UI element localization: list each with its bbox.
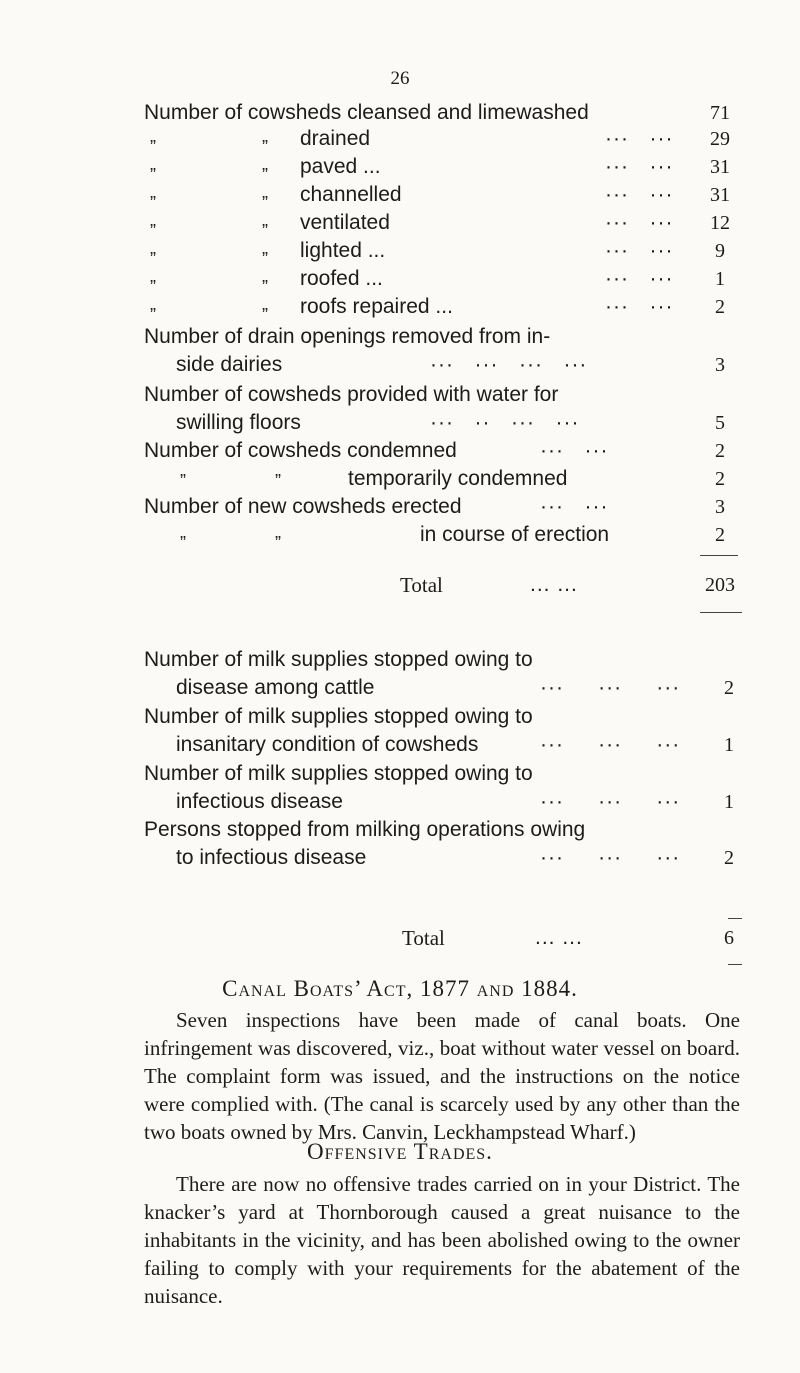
total-rule xyxy=(700,555,738,556)
offensive-trades-heading: Offensive Trades. xyxy=(307,1139,493,1164)
cowsheds-lead-value: 71 xyxy=(710,102,730,124)
subitem-label: paved ... xyxy=(300,155,381,178)
cowsheds-lead-label: Number of cowsheds cleansed and limewashed xyxy=(144,101,589,124)
drain-openings-line2: side dairies xyxy=(176,353,283,376)
subitem-value: 29 xyxy=(710,128,730,150)
ditto-mark: ” xyxy=(150,193,156,213)
milk-item-value: 2 xyxy=(724,677,734,699)
milk-total-dots: ... ... xyxy=(535,926,583,949)
milk-item-line2: to infectious disease xyxy=(176,846,367,869)
ditto-mark: ” xyxy=(262,249,268,269)
ditto-mark: ” xyxy=(150,137,156,157)
leader-dots: ··· ··· xyxy=(540,495,609,518)
canal-boats-heading: Canal Boats’ Act, 1877 and 1884. xyxy=(222,976,578,1001)
ditto-mark: ” xyxy=(262,305,268,325)
leader-dots: ··· ··· ··· xyxy=(540,676,681,699)
water-row-2 xyxy=(0,410,800,436)
leader-dots: ··· ··· xyxy=(540,439,609,462)
ditto-mark: ” xyxy=(150,221,156,241)
ditto-mark: ” xyxy=(150,277,156,297)
water-line1: Number of cowsheds provided with water for xyxy=(144,383,559,406)
cowsheds-subitem-row xyxy=(0,266,800,297)
ditto-mark: ” xyxy=(262,193,268,213)
water-row xyxy=(0,382,800,408)
milk-item-line1: Number of milk supplies stopped owing to xyxy=(144,648,533,671)
erected-value: 3 xyxy=(715,496,725,518)
ditto-mark: ” xyxy=(180,533,186,553)
subitem-label: roofs repaired ... xyxy=(300,295,453,318)
in-course-label: in course of erection xyxy=(420,523,610,546)
temp-condemned-label: temporarily condemned xyxy=(348,467,568,490)
leader-dots: ··· ··· xyxy=(605,183,674,206)
milk-total-rule xyxy=(728,918,742,919)
cowsheds-subitem-row xyxy=(0,182,800,213)
drain-openings-line1: Number of drain openings removed from in- xyxy=(144,325,551,348)
condemned-value: 2 xyxy=(715,440,725,462)
ditto-mark: ” xyxy=(275,471,281,491)
in-course-row xyxy=(0,522,800,553)
ditto-mark: ” xyxy=(275,533,281,553)
subitem-label: drained xyxy=(300,127,371,150)
milk-item-line1: Number of milk supplies stopped owing to xyxy=(144,762,533,785)
milk-item-row-2 xyxy=(0,789,800,815)
subitem-value: 2 xyxy=(715,296,725,318)
canal-boats-paragraph: Seven inspections have been made of canal boats. One infringement was discovered, viz., boat without water vessel on board. The complaint form was issued, and the instructions on the notice were complied with. (The canal is scarcely used by any other than the two boats owned by Mrs. Canvin, Leckhampstead Wharf.) xyxy=(144,1008,740,1144)
water-value: 5 xyxy=(715,412,725,434)
milk-total-label: Total xyxy=(402,926,445,950)
milk-item-row xyxy=(0,761,800,787)
ditto-mark: ” xyxy=(150,305,156,325)
milk-item-value: 1 xyxy=(724,734,734,756)
total-value: 203 xyxy=(705,574,735,596)
water-line2: swilling floors xyxy=(176,411,301,434)
page-number: 26 xyxy=(390,68,410,89)
subitem-value: 31 xyxy=(710,184,730,206)
leader-dots: ··· ··· xyxy=(605,295,674,318)
subitem-value: 12 xyxy=(710,212,730,234)
total-label: Total xyxy=(400,573,443,597)
cowsheds-total-row xyxy=(0,572,800,598)
leader-dots: ··· ··· xyxy=(605,239,674,262)
milk-item-line2: insanitary condition of cowsheds xyxy=(176,733,479,756)
milk-item-row-2 xyxy=(0,845,800,871)
ditto-mark: ” xyxy=(180,471,186,491)
cowsheds-subitem-row xyxy=(0,238,800,269)
milk-total-row xyxy=(0,925,800,951)
milk-item-line1: Persons stopped from milking operations owing xyxy=(144,818,586,841)
drain-openings-row xyxy=(0,324,800,350)
cowsheds-subitem-row xyxy=(0,126,800,157)
milk-item-line2: disease among cattle xyxy=(176,676,375,699)
in-course-value: 2 xyxy=(715,524,725,546)
cowsheds-subitem-row xyxy=(0,294,800,325)
erected-row xyxy=(0,494,800,520)
leader-dots: ··· ··· ··· xyxy=(540,733,681,756)
leader-dots: ··· ··· ··· xyxy=(540,790,681,813)
milk-total-value: 6 xyxy=(724,927,734,949)
leader-dots: ··· ··· xyxy=(605,267,674,290)
milk-item-value: 2 xyxy=(724,847,734,869)
ditto-mark: ” xyxy=(262,165,268,185)
milk-item-line2: infectious disease xyxy=(176,790,343,813)
cowsheds-lead-row xyxy=(0,100,800,126)
milk-item-row xyxy=(0,647,800,673)
cowsheds-subitem-row xyxy=(0,210,800,241)
leader-dots: ··· ··· ··· ··· xyxy=(430,353,588,376)
milk-item-row-2 xyxy=(0,732,800,758)
subitem-value: 31 xyxy=(710,156,730,178)
leader-dots: ··· ··· xyxy=(605,155,674,178)
milk-item-row xyxy=(0,817,800,843)
ditto-mark: ” xyxy=(150,165,156,185)
drain-openings-row-2 xyxy=(0,352,800,378)
subitem-label: channelled xyxy=(300,183,402,206)
total-dots: ... ... xyxy=(530,573,578,596)
subitem-label: roofed ... xyxy=(300,267,383,290)
erected-label: Number of new cowsheds erected xyxy=(144,495,462,518)
total-underline xyxy=(700,612,742,613)
milk-item-value: 1 xyxy=(724,791,734,813)
subitem-value: 9 xyxy=(715,240,725,262)
offensive-trades-paragraph: There are now no offensive trades carried on in your District. The knacker’s yard at Thornborough caused a great nuisance to the inhabitants in the vicinity, and has been abolished owing to the owner failing to comply with your requirements for the abatement of the nuisance. xyxy=(144,1172,740,1308)
milk-item-row-2 xyxy=(0,675,800,701)
ditto-mark: ” xyxy=(262,277,268,297)
subitem-value: 1 xyxy=(715,268,725,290)
subitem-label: lighted ... xyxy=(300,239,386,262)
condemned-label: Number of cowsheds condemned xyxy=(144,439,457,462)
condemned-row xyxy=(0,438,800,464)
milk-item-line1: Number of milk supplies stopped owing to xyxy=(144,705,533,728)
ditto-mark: ” xyxy=(262,137,268,157)
leader-dots: ··· ··· ··· xyxy=(540,846,681,869)
temp-condemned-value: 2 xyxy=(715,468,725,490)
drain-openings-value: 3 xyxy=(715,354,725,376)
leader-dots: ··· ··· xyxy=(605,127,674,150)
leader-dots: ··· ··· xyxy=(605,211,674,234)
milk-total-underline xyxy=(728,964,742,965)
temp-condemned-row xyxy=(0,466,800,492)
ditto-mark: ” xyxy=(150,249,156,269)
milk-item-row xyxy=(0,704,800,730)
leader-dots: ··· ·· ··· ··· xyxy=(430,411,580,434)
ditto-mark: ” xyxy=(262,221,268,241)
subitem-label: ventilated xyxy=(300,211,390,234)
cowsheds-subitem-row xyxy=(0,154,800,185)
